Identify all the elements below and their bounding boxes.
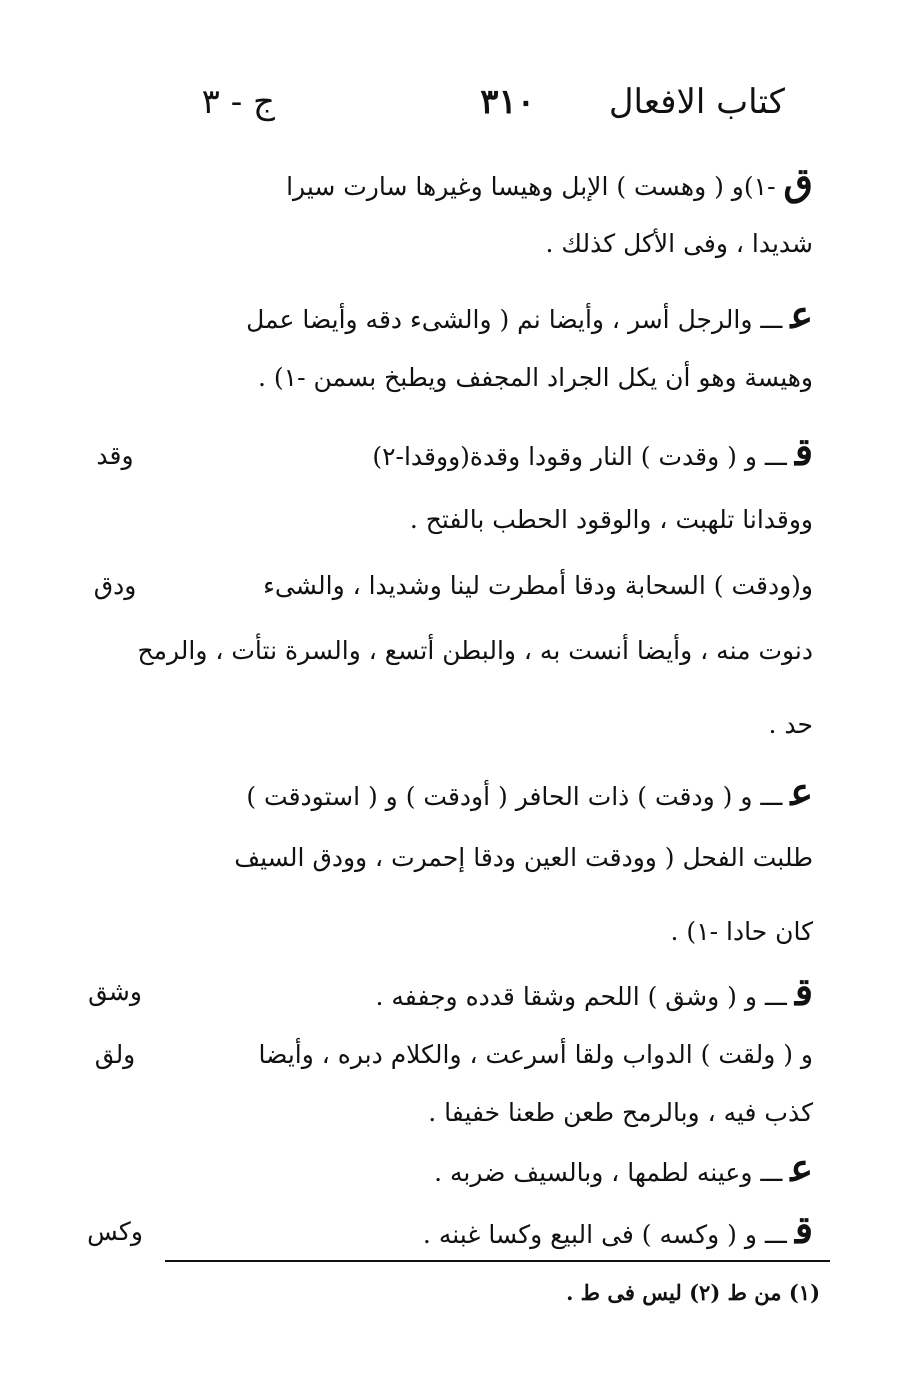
line-text: ـــ والرجل أسر ، وأيضا نم ( والشىء دقه وأيضا عمل [246,305,783,334]
book-title: كتاب الافعال [608,82,785,122]
text-line [183,1093,813,1133]
entry-marker: ق [783,159,813,204]
line-text: و ( ولقت ) الدواب ولقا أسرعت ، والكلام دبره ، وأيضا [258,1040,813,1069]
entry-marker: ع [790,769,813,814]
footnote-divider [165,1260,830,1262]
text-line [183,1207,813,1252]
text-line [137,631,813,671]
line-text: ـــ و ( وكسه ) فى البيع وكسا غبنه . [422,1220,787,1249]
text-line [183,769,813,814]
entry-marker: ق [794,429,813,474]
text-line [183,1035,813,1075]
line-text: ووقدانا تلهبت ، والوقود الحطب بالفتح . [409,505,813,534]
margin-root-word: ودق [93,571,137,600]
text-line [183,1145,813,1190]
line-text: حد . [768,710,813,739]
line-text: ـــ و ( وشق ) اللحم وشقا قدده وجففه . [375,982,787,1011]
line-text: كذب فيه ، وبالرمح طعن طعنا خفيفا . [428,1098,813,1127]
line-text: وهيسة وهو أن يكل الجراد المجفف ويطبخ بسمن -١) . [257,363,813,392]
text-line [183,358,813,398]
margin-root-word: وكس [87,1217,143,1246]
text-line [183,838,813,878]
margin-root-word: وقد [96,441,134,470]
margin-root-word: ولق [94,1040,136,1069]
entry-marker: ع [790,1145,813,1190]
text-line [183,429,813,474]
text-line [183,500,813,540]
entry-marker: ق [794,1207,813,1252]
line-text: شديدا ، وفى الأكل كذلك . [545,229,813,258]
entry-marker: ق [794,969,813,1014]
line-text: دنوت منه ، وأيضا أنست به ، والبطن أتسع ، والسرة نتأت ، والرمح [137,636,813,665]
text-line [183,292,813,337]
line-text: ـــ وعينه لطمها ، وبالسيف ضربه . [434,1158,783,1187]
line-text: -١)و ( وهست ) الإبل وهيسا وغيرها سارت سيرا [286,172,776,201]
footnote: (١) من ط (٢) ليس فى ط . [566,1280,820,1305]
text-line [183,912,813,952]
line-text: ـــ و ( ودقت ) ذات الحافر ( أودقت ) و ( استودقت ) [246,782,783,811]
text-line [183,705,813,745]
page-header [190,82,785,132]
text-line [183,566,813,606]
page-number: ٣١٠ [480,82,535,122]
line-text: و(ودقت ) السحابة ودقا أمطرت لينا وشديدا ، والشىء [263,571,813,600]
entry-marker: ع [790,292,813,337]
line-text: ـــ و ( وقدت ) النار وقودا وقدة(ووقدا-٢) [372,442,787,471]
text-line [183,224,813,264]
text-line [183,969,813,1014]
margin-root-word: وشق [88,977,142,1006]
text-line [183,159,813,204]
line-text: كان حادا -١) . [670,917,813,946]
line-text: طلبت الفحل ( وودقت العين ودقا إحمرت ، وودق السيف [234,843,813,872]
volume-label: ج - ٣ [201,82,275,122]
